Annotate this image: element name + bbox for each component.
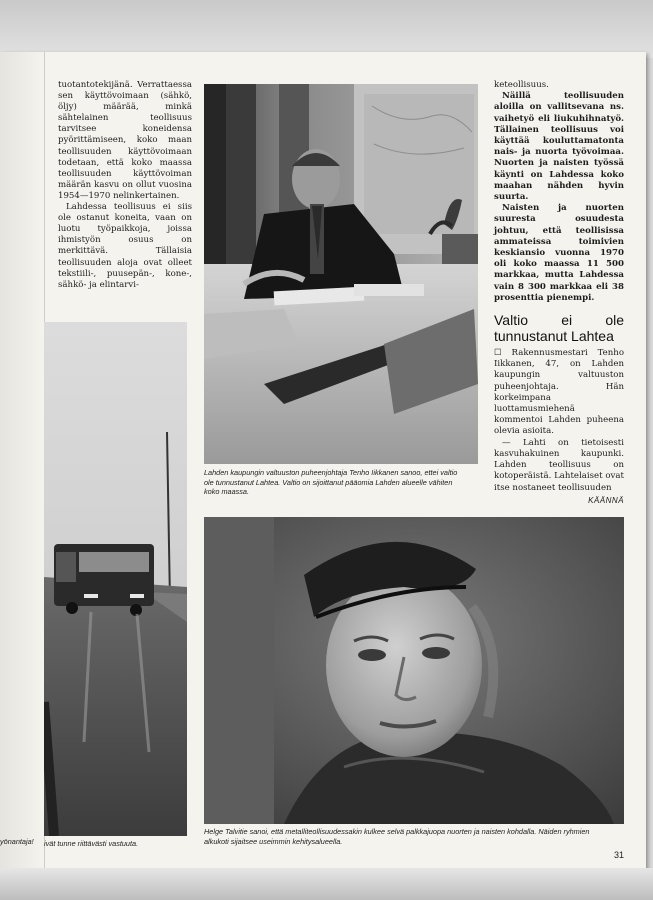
left-paragraph: Lahdessa teollisuus ei siis ole ostanut koneita, vaan on luotu työpaikkoja, joissa ihmistyön osuus on merkittävä. Tällaisia teollisuuden aloja ovat olleet tekstiili-, puusepän-, kone-, sähkö- ja elintarvi- [58, 202, 192, 290]
right-text-column [494, 80, 624, 506]
caption-top-photo: Lahden kaupungin valtuuston puheenjohtaja Tenho Iikkanen sanoo, ettei valtio ole tunnustanut Lahtea. Valtio on sijoittanut pääomia Lahden alueelle vähiten koko maassa. [204, 468, 458, 497]
caption-bus-right: ivät tunne riittävästi vastuuta. [44, 839, 139, 848]
scan-background-top [0, 0, 653, 58]
continue-label: KÄÄNNÄ [588, 495, 624, 505]
left-paragraph: tuotantotekijänä. Verrattaessa sen käyttövoimaan (sähkö, öljy) määrää, minkä sähtelainen teollisuus tarvitsee koneidensa pyörittämiseen, koko maan teollisuuden käyttövoimaan todetaan, että koko maassa teollisuuden käyttövoiman määrän kasvu on ollut vuosina 1954—1970 nelinkertainen. [58, 80, 192, 201]
right-intro: keteollisuus. [494, 80, 549, 90]
section-heading: Valtio ei ole tunnustanut Lahtea [494, 312, 624, 345]
photo-portrait-illustration [204, 517, 624, 824]
photo-helge-talvitie [204, 517, 624, 824]
photo-bus-on-road [44, 322, 187, 836]
caption-bus-left: yönantaja! [0, 837, 34, 846]
photo-chairman-at-desk [204, 84, 478, 464]
left-text-column [58, 80, 192, 291]
bold-paragraph: Näillä teollisuuden aloilla on vallitsevana ns. vaihetyö eli liukuhihnatyö. Tällainen teollisuus voi käyttää kouluttamatonta nais- ja nuorta työvoimaa. Nuorten ja naisten työssä käynti on Lahdessa koko maahan nähden hyvin suurta. [494, 91, 624, 203]
page-number: 31 [614, 850, 625, 860]
scan-background-bottom [0, 868, 653, 900]
bold-paragraph: Naisten ja nuorten suuresta osuudesta johtuu, että teollisissa ammateissa toimivien keskiansio vuonna 1970 oli koko maassa 11 500 markkaa, mutta Lahdessa vain 8 300 markkaa eli 38 prosenttia pienempi. [494, 203, 624, 303]
body-paragraph: — Lahti on tietoisesti kasvuhakuinen kaupunki. Lahden teollisuus on kotoperäistä. Lahtelaiset ovat itse nostaneet teollisuuden [494, 437, 624, 493]
body-paragraph: ☐ Rakennusmestari Tenho Iikkanen, 47, on Lahden kaupungin valtuuston puheenjohtaja. Hän korkeimpana luottamusmiehenä kommentoi Lahden puheena olevia asioita. [494, 348, 624, 437]
photo-bus-illustration [44, 322, 187, 836]
previous-page-edge [0, 52, 45, 870]
photo-chairman-illustration [204, 84, 478, 464]
caption-bottom-photo: Helge Talvitie sanoi, että metalliteollisuudessakin kulkee selvä palkkajuopa nuorten ja naisten kohdalla. Näiden ryhmien alkukoti sijaitsee useimmin kehitysalueella. [204, 827, 590, 846]
